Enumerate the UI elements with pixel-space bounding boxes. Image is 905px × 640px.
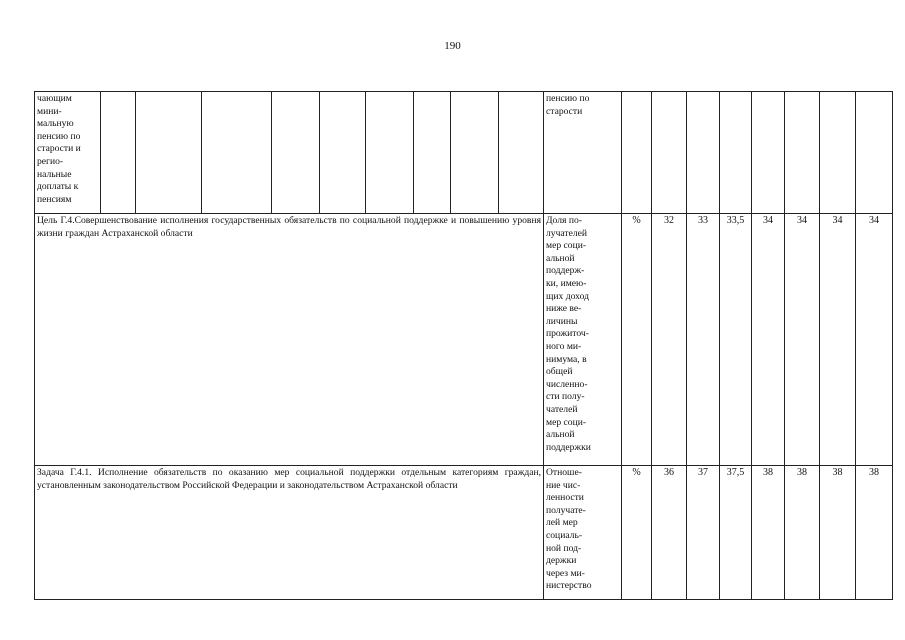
- empty-cell: [720, 92, 752, 214]
- empty-cell: [136, 92, 202, 214]
- value-cell: 33: [687, 214, 720, 466]
- indicator-cell: Доля по- лучателей мер соци- альной поддерж- ки, имею- щих доход ниже ве- личины прожиточ- ного ми- нимума, в общей численно- сти полу- чателей мер соци- альной поддержки: [544, 214, 622, 466]
- unit-cell: %: [622, 466, 652, 600]
- continuation-cell: чающим мини- мальную пенсию по старости и регио- нальные доплаты к пенсиям: [35, 92, 101, 214]
- unit-cell: %: [622, 214, 652, 466]
- value-cell: 38: [856, 466, 893, 600]
- indicators-table: [34, 91, 893, 600]
- value-cell: 36: [652, 466, 687, 600]
- value-cell: 34: [785, 214, 820, 466]
- empty-cell: [320, 92, 366, 214]
- table-row: [35, 466, 893, 600]
- empty-cell: [414, 92, 451, 214]
- value-cell: 34: [856, 214, 893, 466]
- indicator-cell: пенсию по старости: [544, 92, 622, 214]
- table-row: [35, 214, 893, 466]
- empty-cell: [687, 92, 720, 214]
- table-row: [35, 92, 893, 214]
- empty-cell: [856, 92, 893, 214]
- empty-cell: [785, 92, 820, 214]
- empty-cell: [272, 92, 320, 214]
- empty-cell: [622, 92, 652, 214]
- empty-cell: [652, 92, 687, 214]
- value-cell: 38: [820, 466, 856, 600]
- value-cell: 34: [752, 214, 785, 466]
- value-cell: 32: [652, 214, 687, 466]
- empty-cell: [101, 92, 136, 214]
- value-cell: 34: [820, 214, 856, 466]
- empty-cell: [451, 92, 499, 214]
- empty-cell: [202, 92, 272, 214]
- task-text: Задача Г.4.1. Исполнение обязательств по оказанию мер социальной поддержки отдельным категориям граждан, установленным законодательством Российской Федерации и законодательством Астраханской области: [35, 466, 544, 600]
- empty-cell: [752, 92, 785, 214]
- value-cell: 38: [785, 466, 820, 600]
- empty-cell: [820, 92, 856, 214]
- empty-cell: [499, 92, 544, 214]
- indicator-cell: Отноше- ние чис- ленности получате- лей мер социаль- ной под- держки через ми- нистерство: [544, 466, 622, 600]
- value-cell: 37: [687, 466, 720, 600]
- empty-cell: [366, 92, 414, 214]
- goal-text: Цель Г.4.Совершенствование исполнения государственных обязательств по социальной поддержке и повышению уровня жизни граждан Астраханской области: [35, 214, 544, 466]
- page-number: 190: [444, 40, 461, 52]
- value-cell: 33,5: [720, 214, 752, 466]
- value-cell: 37,5: [720, 466, 752, 600]
- value-cell: 38: [752, 466, 785, 600]
